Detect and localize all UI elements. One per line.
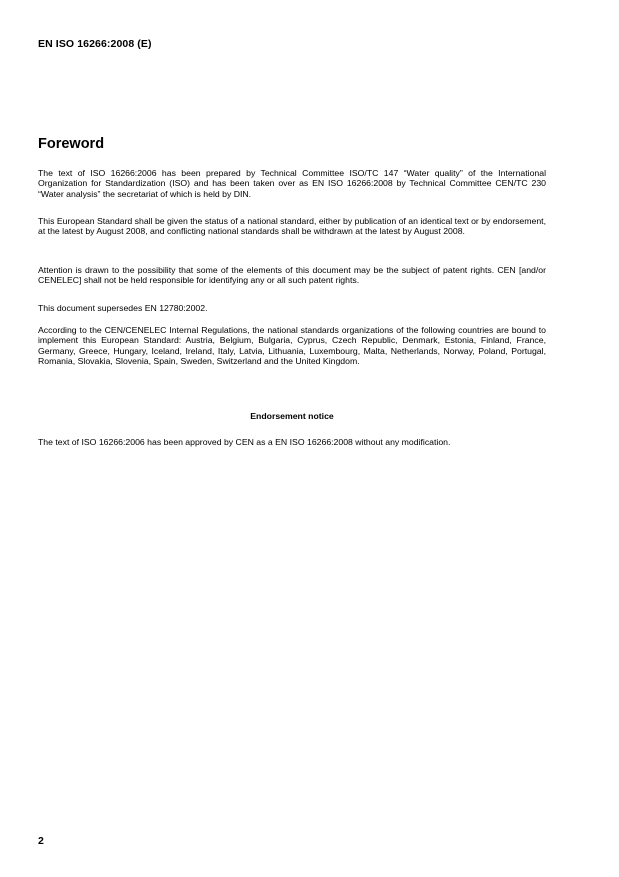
foreword-paragraph: According to the CEN/CENELEC Internal Regulations, the national standards organizations of the following countries are bound to implement this European Standard: Austria, Belgium, Bulgaria, Cyprus, Czech Republic, Denmark, Estonia, Finland, France, Germany, Greece, Hungary, Iceland, Ireland, Italy, Latvia, Lithuania, Luxembourg, Malta, Netherlands, Norway, Poland, Portugal, Romania, Slovakia, Slovenia, Spain, Sweden, Switzerland and the United Kingdom. <box>38 325 546 366</box>
endorsement-text: The text of ISO 16266:2006 has been approved by CEN as a EN ISO 16266:2008 without any modification. <box>38 437 451 447</box>
page-number: 2 <box>38 835 44 847</box>
foreword-paragraph: This document supersedes EN 12780:2002. <box>38 303 208 313</box>
document-id-header: EN ISO 16266:2008 (E) <box>38 38 152 50</box>
endorsement-title: Endorsement notice <box>250 411 334 421</box>
foreword-paragraph: The text of ISO 16266:2006 has been prepared by Technical Committee ISO/TC 147 “Water quality” of the International Organization for Standardization (ISO) and has been taken over as EN ISO 16266:2008 by Technical Committee CEN/TC 230 “Water analysis” the secretariat of which is held by DIN. <box>38 168 546 199</box>
foreword-title: Foreword <box>38 136 105 152</box>
foreword-paragraph: This European Standard shall be given the status of a national standard, either by publication of an identical text or by endorsement, at the latest by August 2008, and conflicting national standards shall be withdrawn at the latest by August 2008. <box>38 216 546 237</box>
foreword-paragraph: Attention is drawn to the possibility that some of the elements of this document may be the subject of patent rights. CEN [and/or CENELEC] shall not be held responsible for identifying any or all such patent rights. <box>38 265 546 286</box>
